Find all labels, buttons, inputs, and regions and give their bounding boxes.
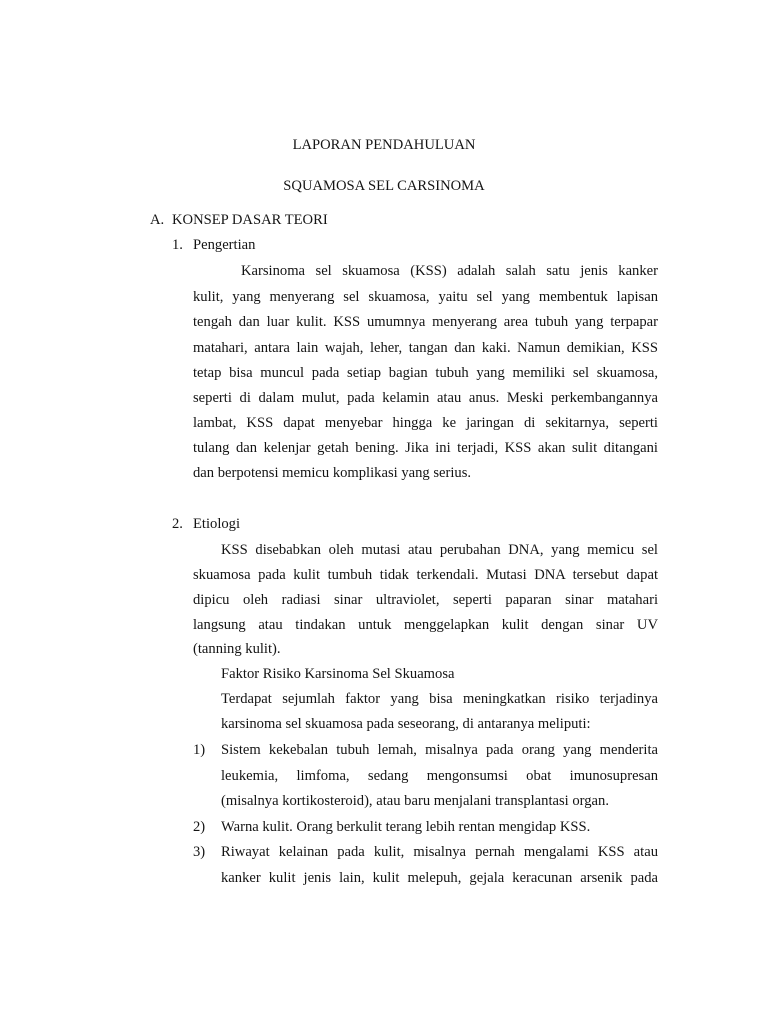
item2-paragraph-line: KSS disebabkan oleh mutasi atau perubahan DNA, yang memicu sel bbox=[221, 542, 658, 558]
item1-paragraph-line: kulit, yang menyerang sel skuamosa, yaitu sel yang membentuk lapisan bbox=[193, 289, 658, 305]
section-a-marker: A. bbox=[150, 212, 165, 228]
item1-heading: Pengertian bbox=[193, 237, 256, 253]
document-title: LAPORAN PENDAHULUAN bbox=[292, 137, 476, 153]
risk-3-marker: 3) bbox=[193, 844, 206, 860]
item1-paragraph-line: Karsinoma sel skuamosa (KSS) adalah salah satu jenis kanker bbox=[241, 263, 658, 279]
risk-2-line: Warna kulit. Orang berkulit terang lebih rentan mengidap KSS. bbox=[221, 819, 591, 835]
item1-paragraph-line: dan berpotensi memicu komplikasi yang serius. bbox=[193, 465, 472, 481]
risk-intro-line: Terdapat sejumlah faktor yang bisa meningkatkan risiko terjadinya bbox=[221, 691, 658, 707]
item2-paragraph-line: langsung atau tindakan untuk menggelapkan kulit dengan sinar UV bbox=[193, 617, 658, 633]
item2-paragraph-line: skuamosa pada kulit tumbuh tidak terkendali. Mutasi DNA tersebut dapat bbox=[193, 567, 658, 583]
risk-1-line: Sistem kekebalan tubuh lemah, misalnya pada orang yang menderita bbox=[221, 742, 658, 758]
item1-paragraph-line: seperti di dalam mulut, pada kelamin atau anus. Meski perkembangannya bbox=[193, 390, 658, 406]
item1-paragraph-line: lambat, KSS dapat menyebar hingga ke jaringan di sekitarnya, seperti bbox=[193, 415, 658, 431]
risk-2-marker: 2) bbox=[193, 819, 206, 835]
item2-heading: Etiologi bbox=[193, 516, 241, 532]
risk-1-line: (misalnya kortikosteroid), atau baru menjalani transplantasi organ. bbox=[221, 793, 609, 809]
item1-paragraph-line: tetap bisa muncul pada setiap bagian tubuh yang memiliki sel skuamosa, bbox=[193, 365, 658, 381]
item2-paragraph-line: (tanning kulit). bbox=[193, 641, 281, 657]
document-subtitle: SQUAMOSA SEL CARSINOMA bbox=[283, 178, 485, 194]
risk-3-line: Riwayat kelainan pada kulit, misalnya pernah mengalami KSS atau bbox=[221, 844, 658, 860]
item1-paragraph-line: tengah dan luar kulit. KSS umumnya menyerang area tubuh yang terpapar bbox=[193, 314, 658, 330]
item1-marker: 1. bbox=[172, 237, 183, 253]
risk-3-line: kanker kulit jenis lain, kulit melepuh, gejala keracunan arsenik pada bbox=[221, 870, 658, 886]
item1-paragraph-line: matahari, antara lain wajah, leher, tangan dan kaki. Namun demikian, KSS bbox=[193, 340, 658, 356]
section-a-heading: KONSEP DASAR TEORI bbox=[172, 212, 328, 228]
risk-intro-line: karsinoma sel skuamosa pada seseorang, di antaranya meliputi: bbox=[221, 716, 591, 732]
risk-1-marker: 1) bbox=[193, 742, 206, 758]
risk-factor-heading: Faktor Risiko Karsinoma Sel Skuamosa bbox=[221, 666, 455, 682]
item2-paragraph-line: dipicu oleh radiasi sinar ultraviolet, seperti paparan sinar matahari bbox=[193, 592, 658, 608]
risk-1-line: leukemia, limfoma, sedang mengonsumsi obat imunosupresan bbox=[221, 768, 658, 784]
item1-paragraph-line: tulang dan kelenjar getah bening. Jika ini terjadi, KSS akan sulit ditangani bbox=[193, 440, 658, 456]
item2-marker: 2. bbox=[172, 516, 183, 532]
